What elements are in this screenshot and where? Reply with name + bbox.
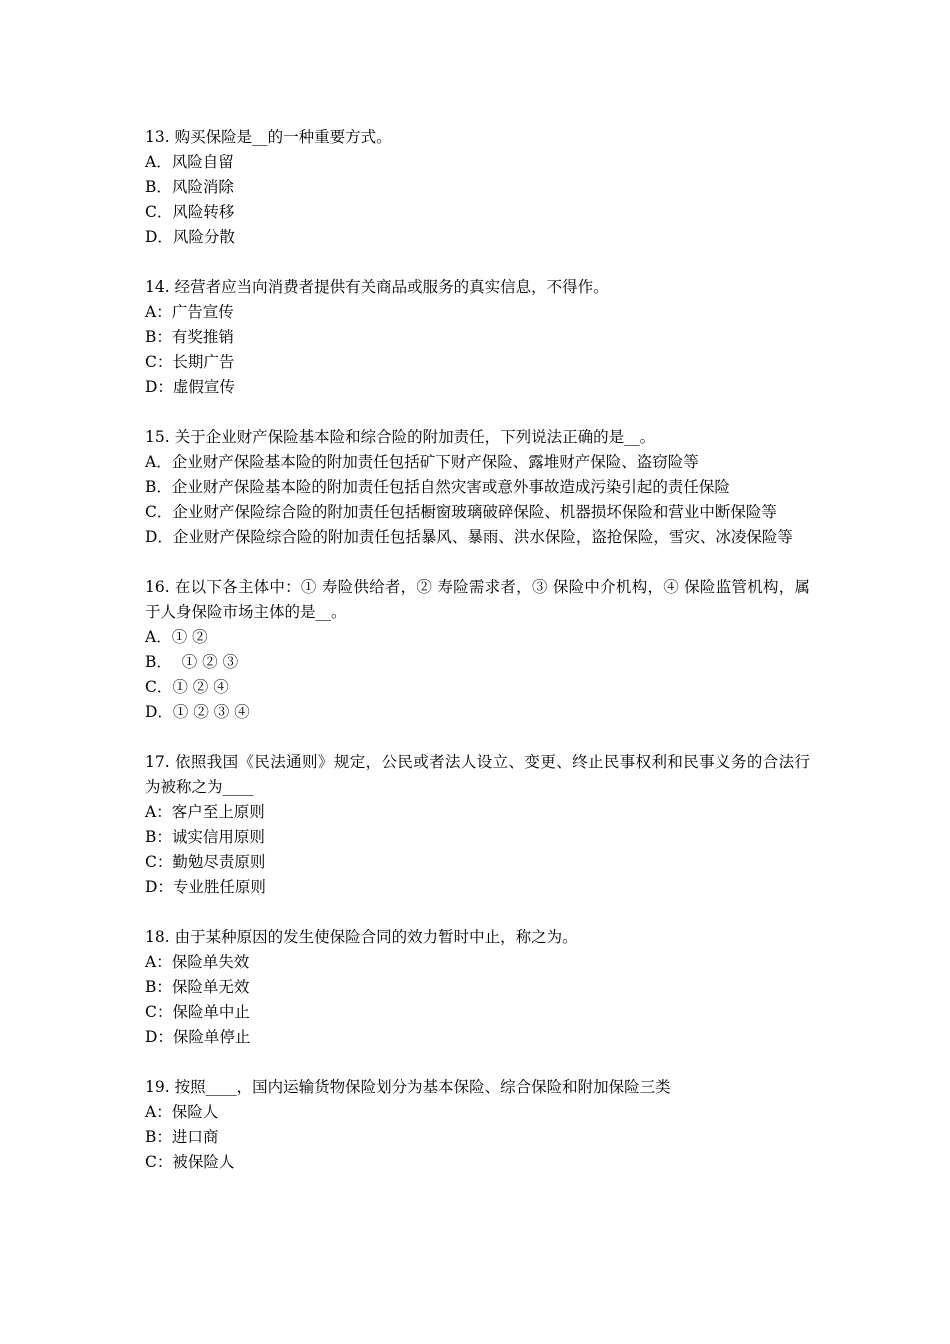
option-a: A：保险单失效 (145, 953, 250, 971)
question-stem: 17. 依照我国《民法通则》规定，公民或者法人设立、变更、终止民事权利和民事义务的合法行为被称之为____ (145, 753, 810, 796)
option-a: A：保险人 (145, 1103, 219, 1121)
option-b: B． ① ② ③ (145, 653, 239, 671)
option-d: D．企业财产保险综合险的附加责任包括暴风、暴雨、洪水保险，盗抢保险，雪灾、冰凌保险等 (145, 528, 793, 546)
question-18 (145, 925, 810, 1050)
option-c: C：勤勉尽责原则 (145, 853, 266, 871)
option-b: B：保险单无效 (145, 978, 250, 996)
option-b: B．风险消除 (145, 178, 234, 196)
option-a: A．① ② (145, 628, 208, 646)
option-c: C：保险单中止 (145, 1003, 250, 1021)
option-b: B：诚实信用原则 (145, 828, 265, 846)
option-a: A．风险自留 (145, 153, 234, 171)
question-stem: 13. 购买保险是__的一种重要方式。 (145, 128, 392, 146)
question-stem: 16. 在以下各主体中：① 寿险供给者，② 寿险需求者，③ 保险中介机构，④ 保险监管机构，属于人身保险市场主体的是__。 (145, 578, 810, 621)
option-d: D：专业胜任原则 (145, 878, 266, 896)
question-stem: 18. 由于某种原因的发生使保险合同的效力暂时中止，称之为。 (145, 928, 578, 946)
question-16 (145, 575, 810, 725)
question-stem: 14. 经营者应当向消费者提供有关商品或服务的真实信息，不得作。 (145, 278, 609, 296)
option-c: C．风险转移 (145, 203, 235, 221)
option-c: C．① ② ④ (145, 678, 229, 696)
option-d: D．① ② ③ ④ (145, 703, 250, 721)
question-13 (145, 125, 810, 250)
document-page (145, 125, 810, 1200)
option-d: D：虚假宣传 (145, 378, 235, 396)
question-15 (145, 425, 810, 550)
option-d: D．风险分散 (145, 228, 235, 246)
option-b: B：进口商 (145, 1128, 219, 1146)
question-14 (145, 275, 810, 400)
question-19 (145, 1075, 810, 1175)
option-c: C：被保险人 (145, 1153, 235, 1171)
question-stem: 15. 关于企业财产保险基本险和综合险的附加责任，下列说法正确的是__。 (145, 428, 656, 446)
question-stem: 19. 按照____，国内运输货物保险划分为基本保险、综合保险和附加保险三类 (145, 1078, 671, 1096)
option-a: A：客户至上原则 (145, 803, 265, 821)
option-b: B：有奖推销 (145, 328, 234, 346)
option-d: D：保险单停止 (145, 1028, 251, 1046)
option-c: C：长期广告 (145, 353, 235, 371)
question-17 (145, 750, 810, 900)
option-b: B．企业财产保险基本险的附加责任包括自然灾害或意外事故造成污染引起的责任保险 (145, 478, 730, 496)
option-a: A：广告宣传 (145, 303, 234, 321)
option-a: A．企业财产保险基本险的附加责任包括矿下财产保险、露堆财产保险、盗窃险等 (145, 453, 699, 471)
option-c: C．企业财产保险综合险的附加责任包括橱窗玻璃破碎保险、机器损坏保险和营业中断保险等 (145, 503, 777, 521)
